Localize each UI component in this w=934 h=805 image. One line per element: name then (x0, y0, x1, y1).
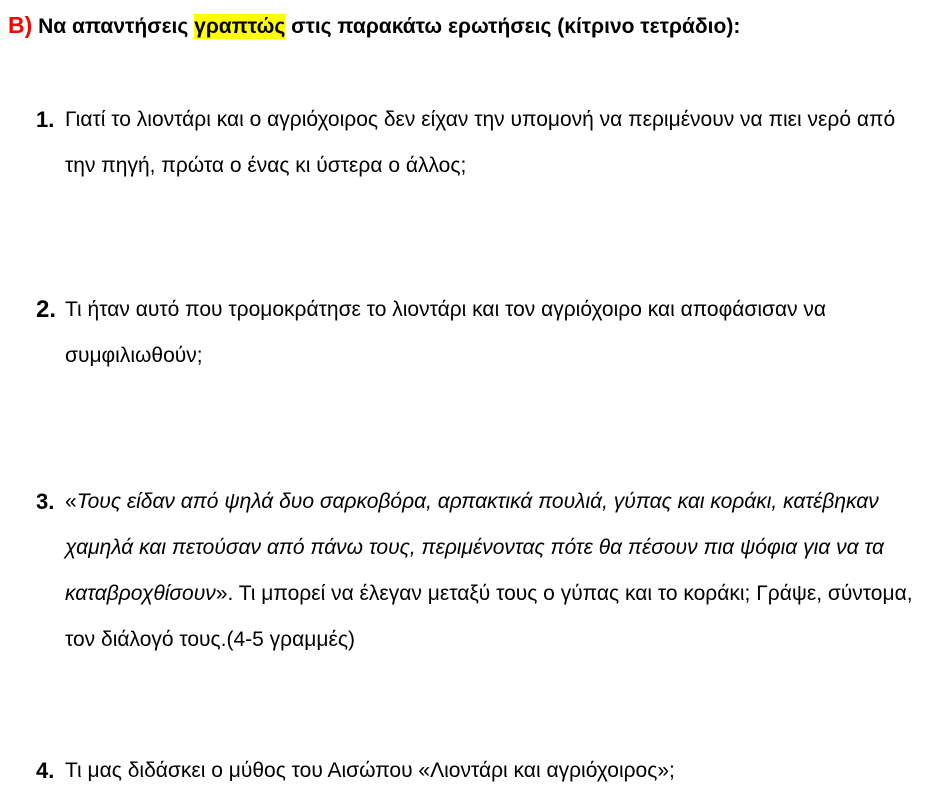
section-heading (8, 10, 926, 42)
question-2 (36, 287, 926, 379)
open-quote: « (65, 490, 77, 513)
question-text (65, 479, 926, 663)
highlighted-word: γραπτώς (194, 15, 286, 38)
question-instruction: . Τι μπορεί να έλεγαν μεταξύ τους ο γύπας και το κοράκι; Γράψε, σύντομα, τον διάλογό τους.(4-5 γραμμές) (65, 582, 913, 651)
heading-text-before: Να απαντήσεις (32, 15, 195, 38)
question-3 (36, 479, 926, 663)
section-label: B) (8, 12, 33, 38)
question-number: 1. (36, 107, 55, 132)
question-4 (36, 748, 926, 794)
heading-text-after: στις παρακάτω ερωτήσεις (κίτρινο τετράδιο): (285, 15, 741, 38)
question-text: Τι ήταν αυτό που τρομοκράτησε το λιοντάρι και τον αγριόχοιρο και αποφάσισαν να συμφιλιωθούν; (65, 298, 827, 367)
question-text: Γιατί το λιοντάρι και ο αγριόχοιρος δεν είχαν την υπομονή να περιμένουν να πιει νερό από την πηγή, πρώτα ο ένας κι ύστερα ο άλλος; (65, 108, 896, 177)
question-number: 3. (36, 489, 55, 514)
close-quote: » (215, 582, 228, 605)
quoted-passage: Τους είδαν από ψηλά δυο σαρκοβόρα, αρπακτικά πουλιά, γύπας και κοράκι, κατέβηκαν χαμηλά και πετούσαν από πάνω τους, περιμένοντας πότε θα πέσουν πια ψόφια για να τα καταβροχθίσουν (65, 490, 884, 605)
question-1 (36, 97, 926, 189)
question-number: 2. (36, 296, 57, 323)
question-text: Τι μας διδάσκει ο μύθος του Αισώπου «Λιοντάρι και αγριόχοιρος»; (65, 759, 675, 782)
question-number: 4. (36, 758, 55, 783)
